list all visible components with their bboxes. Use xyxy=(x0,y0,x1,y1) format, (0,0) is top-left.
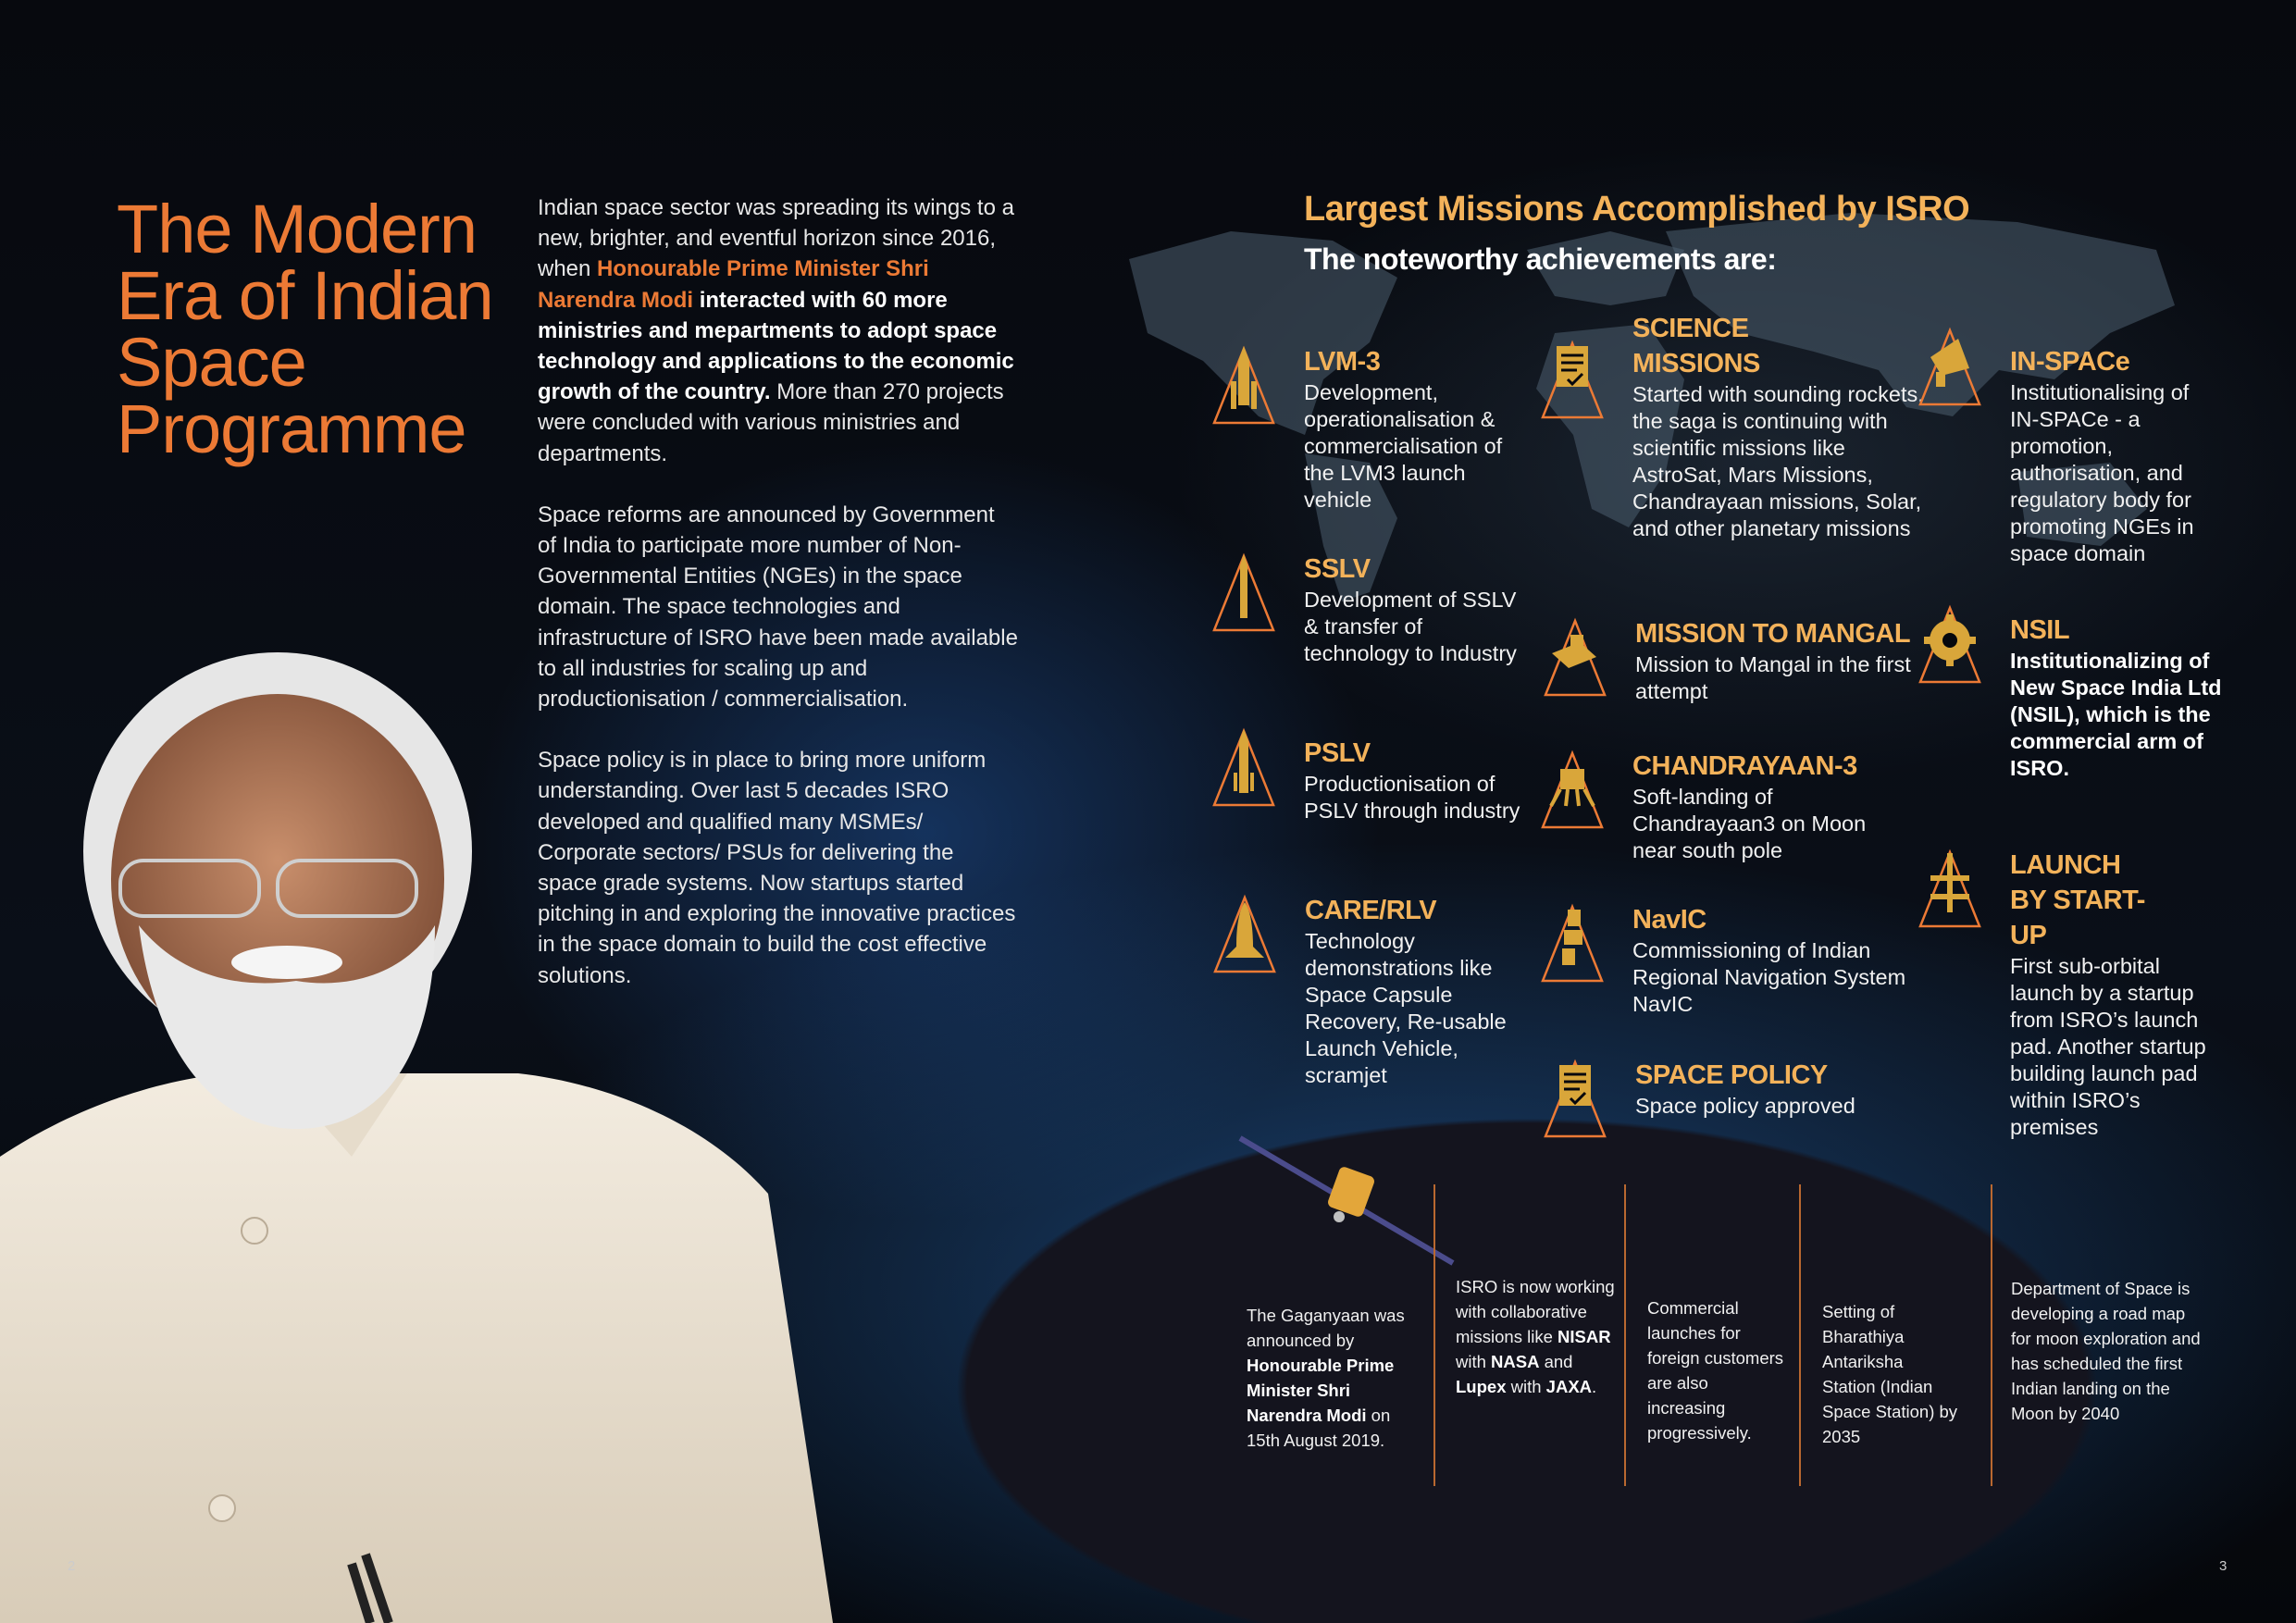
document-icon xyxy=(1543,1058,1607,1141)
mission-in-space xyxy=(2010,344,2214,567)
mission-title: MISSION TO MANGAL xyxy=(1635,619,1911,649)
mission-navic xyxy=(1632,902,1910,1018)
mission-title: LAUNCH BY START-UP xyxy=(2010,850,2145,950)
intro-paragraph-2: Space reforms are announced by Government of India to participate more number of Non-Governmental Entities (NGEs) in the space domain. The space technologies and infrastructure of ISRO have been made available to all industries for scaling up and productionisation / commercialisation. xyxy=(538,502,1018,712)
mission-text: Started with sounding rockets, the saga is continuing with scientific missions like AstroSat, Mars Missions, Chandrayaan missions, Solar, and other planetary missions xyxy=(1632,382,1924,540)
mission-science xyxy=(1632,311,1938,542)
mission-title: IN-SPACe xyxy=(2010,347,2130,377)
intro-p1-c: More than 270 projects were concluded with various ministries and departments. xyxy=(538,379,1004,466)
tl1-a: The Gaganyaan was announced by xyxy=(1247,1306,1405,1350)
mission-text: Productionisation of PSLV through industry xyxy=(1304,772,1520,823)
mission-sslv xyxy=(1304,551,1526,667)
rocket-icon xyxy=(1211,344,1276,427)
page-number-right: 3 xyxy=(2219,1558,2228,1574)
timeline-item-collaborations xyxy=(1456,1274,1622,1399)
rocket-icon xyxy=(1211,551,1276,635)
intro-p1-highlight: Honourable Prime Minister Shri Narendra Modi xyxy=(538,256,929,313)
intro-text xyxy=(538,192,1019,1022)
mission-title: PSLV xyxy=(1304,738,1371,768)
page-title: The Modern Era of Indian Space Programme xyxy=(117,191,493,467)
tl2-h: JAXA xyxy=(1545,1377,1593,1396)
mission-title: LVM-3 xyxy=(1304,347,1381,377)
tl2-e: and xyxy=(1539,1352,1573,1371)
shuttle-icon xyxy=(1212,893,1277,976)
timeline-item-space-station: Setting of Bharathiya Antariksha Station (Indian Space Station) by 2035 xyxy=(1822,1302,1958,1446)
satellite-illustration xyxy=(1235,1134,1458,1272)
page-number-left: 2 xyxy=(68,1558,76,1574)
mission-text: Space policy approved xyxy=(1635,1094,1855,1118)
mission-text: Institutionalising of IN-SPACe - a promotion, authorisation, and regulatory body for promoting NGEs in space domain xyxy=(2010,380,2194,565)
mission-text: Technology demonstrations like Space Capsule Recovery, Re-usable Launch Vehicle, scramjet xyxy=(1305,929,1507,1087)
timeline-divider xyxy=(1433,1184,1435,1486)
intro-p1-a: Indian space sector was spreading its wings to a new, brighter, and eventful horizon since 2016, when xyxy=(538,195,1014,282)
tl1-b: Honourable Prime Minister Shri Narendra Modi xyxy=(1247,1356,1395,1425)
lander-icon xyxy=(1540,749,1605,832)
tl2-g: with xyxy=(1506,1377,1546,1396)
mission-launch-by-startup xyxy=(2010,848,2214,1141)
tl2-b: NISAR xyxy=(1558,1327,1611,1346)
gear-icon xyxy=(1917,603,1982,687)
timeline-item-gaganyaan xyxy=(1247,1303,1422,1453)
mission-text: First sub-orbital launch by a startup from ISRO’s launch pad. Another startup building launch pad within ISRO’s premises xyxy=(2010,954,2206,1139)
document-icon xyxy=(1540,339,1605,422)
timeline-divider xyxy=(1624,1184,1626,1486)
mission-mangal xyxy=(1635,616,1913,705)
mission-pslv xyxy=(1304,736,1526,824)
mission-space-policy xyxy=(1635,1058,1913,1120)
tl2-c: with xyxy=(1456,1352,1492,1371)
section-subtitle: The noteworthy achievements are: xyxy=(1304,242,1777,276)
timeline-divider xyxy=(1991,1184,1992,1486)
intro-p1-bold: interacted with 60 more ministries and mepartments to adopt space technology and applications to the economic growth of the country. xyxy=(538,287,1014,405)
megaphone-icon xyxy=(1917,326,1982,409)
launch-pad-icon xyxy=(1917,848,1982,931)
mission-text: Soft-landing of Chandrayaan3 on Moon near south pole xyxy=(1632,785,1867,862)
mission-title: NavIC xyxy=(1632,905,1706,935)
tl2-a: ISRO is now working with collaborative missions like xyxy=(1456,1277,1615,1346)
mars-orbiter-icon xyxy=(1543,616,1607,700)
mission-title: SSLV xyxy=(1304,554,1371,584)
mission-title: SPACE POLICY xyxy=(1635,1060,1828,1090)
section-title: Largest Missions Accomplished by ISRO xyxy=(1304,190,1970,229)
tl2-i: . xyxy=(1592,1377,1597,1396)
mission-lvm3 xyxy=(1304,344,1526,514)
mission-title: SCIENCE MISSIONS xyxy=(1632,314,1760,378)
mission-care-rlv xyxy=(1305,893,1527,1089)
tl2-f: Lupex xyxy=(1456,1377,1507,1396)
mission-text: Development of SSLV & transfer of technology to Industry xyxy=(1304,588,1517,665)
mission-text: Development, operationalisation & commercialisation of the LVM3 launch vehicle xyxy=(1304,380,1503,512)
satellite-icon xyxy=(1540,902,1605,985)
mission-text: Mission to Mangal in the first attempt xyxy=(1635,652,1911,703)
intro-paragraph-1 xyxy=(538,192,1019,469)
mission-text: Commissioning of Indian Regional Navigation System NavIC xyxy=(1632,938,1906,1016)
mission-nsil xyxy=(2010,613,2223,782)
timeline-item-moon-landing: Department of Space is developing a road map for moon exploration and has scheduled the first Indian landing on the Moon by 2040 xyxy=(2011,1279,2201,1423)
tl2-d: NASA xyxy=(1491,1352,1540,1371)
mission-chandrayaan3 xyxy=(1632,749,1892,864)
rocket-icon xyxy=(1211,726,1276,810)
timeline-divider xyxy=(1799,1184,1801,1486)
mission-title: CHANDRAYAAN-3 xyxy=(1632,751,1857,781)
mission-title: NSIL xyxy=(2010,615,2070,645)
timeline-item-commercial: Commercial launches for foreign customers are also increasing progressively. xyxy=(1647,1298,1784,1443)
tl1-c: on 15th August 2019. xyxy=(1247,1406,1391,1450)
intro-paragraph-3: Space policy is in place to bring more uniform understanding. Over last 5 decades ISRO developed and qualified many MSMEs/ Corporate sectors/ PSUs for delivering the space grade systems. Now startups started pitching in and exploring the innovative practices in the space domain to build the cost effective solutions. xyxy=(538,748,1016,988)
mission-title: CARE/RLV xyxy=(1305,896,1437,925)
mission-text: Institutionalizing of New Space India Ltd (NSIL), which is the commercial arm of ISRO. xyxy=(2010,649,2222,780)
